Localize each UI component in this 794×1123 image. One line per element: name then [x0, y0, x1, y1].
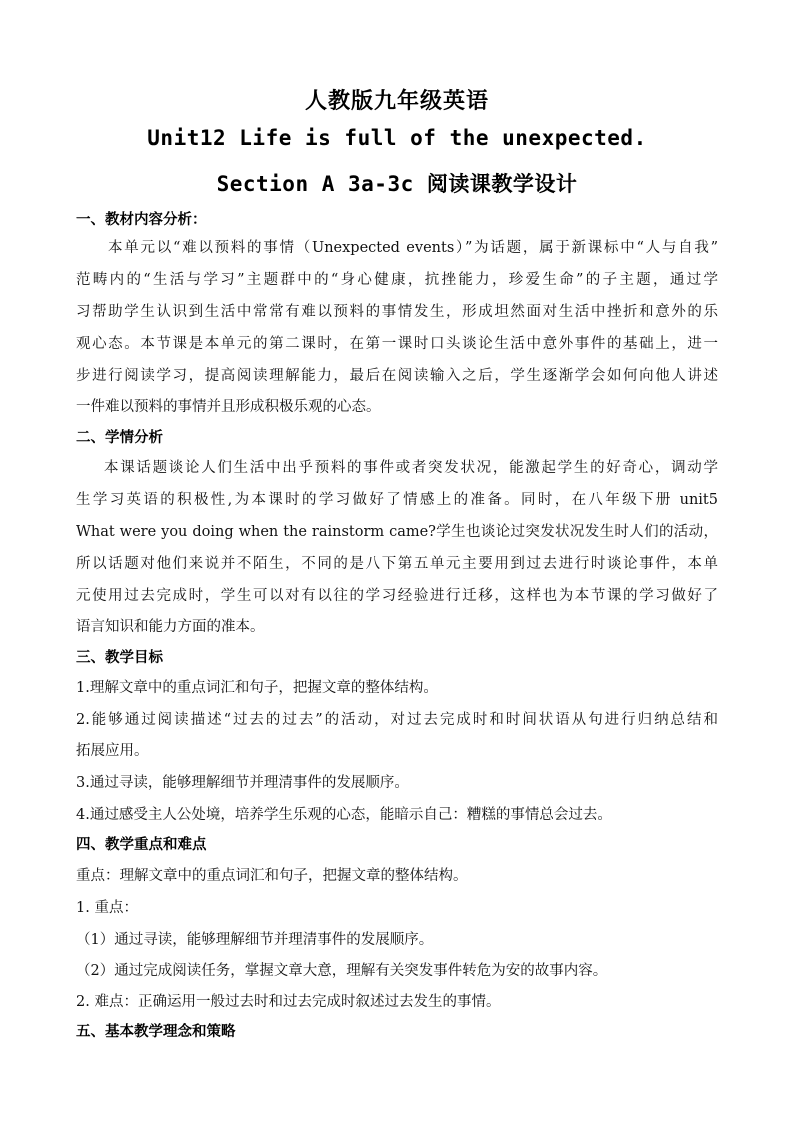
paragraph-line: 生学习英语的积极性,为本课时的学习做好了情感上的准备。同时，在八年级下册 unit5	[76, 492, 718, 508]
paragraph-line: 语言知识和能力方面的准本。	[76, 619, 265, 635]
key-point-line: 重点：理解文章中的重点词汇和句子，把握文章的整体结构。	[76, 868, 468, 884]
section-heading-textbook-analysis: 一、教材内容分析：	[76, 212, 207, 228]
section-heading-teaching-objectives: 三、教学目标	[76, 650, 163, 666]
difficulty-line: 2. 难点：正确运用一般过去时和过去完成时叙述过去发生的事情。	[76, 994, 501, 1010]
section-title: Section A 3a-3c 阅读课教学设计	[216, 172, 578, 196]
section-heading-key-points: 四、教学重点和难点	[76, 837, 207, 853]
paragraph-line: 所以话题对他们来说并不陌生，不同的是八下第五单元主要用到过去进行时谈论事件，本单	[76, 556, 718, 572]
paragraph-line: 本单元以“难以预料的事情（Unexpected events）”为话题，属于新课标中“人与自我”	[108, 240, 718, 256]
unit-title: Unit12 Life is full of the unexpected.	[147, 126, 647, 150]
objective-item: 2.能够通过阅读描述“过去的过去”的活动，对过去完成时和时间状语从句进行归纳总结和	[76, 712, 718, 728]
paragraph-line: 本课话题谈论人们生活中出乎预料的事件或者突发状况，能激起学生的好奇心，调动学	[104, 460, 718, 476]
objective-item-continued: 拓展应用。	[76, 743, 149, 759]
key-point-line: （1）通过寻读，能够理解细节并理清事件的发展顺序。	[76, 932, 434, 948]
paragraph-line: 习帮助学生认识到生活中常常有难以预料的事情发生，形成坦然面对生活中挫折和意外的乐	[76, 304, 718, 320]
paragraph-line: 元使用过去完成时，学生可以对有以往的学习经验进行迁移，这样也为本节课的学习做好了	[76, 588, 718, 604]
key-point-line: 1. 重点：	[76, 900, 138, 916]
objective-item: 3.通过寻读，能够理解细节并理清事件的发展顺序。	[76, 775, 409, 791]
paragraph-line: 范畴内的“生活与学习”主题群中的“身心健康，抗挫能力，珍爱生命”的子主题，通过学	[76, 272, 718, 288]
section-heading-learner-analysis: 二、学情分析	[76, 430, 163, 446]
document-title: 人教版九年级英语	[304, 89, 489, 114]
paragraph-line: 观心态。本节课是本单元的第二课时，在第一课时口头谈论生活中意外事件的基础上，进一	[76, 336, 718, 352]
paragraph-line: 步进行阅读学习，提高阅读理解能力，最后在阅读输入之后，学生逐渐学会如何向他人讲述	[76, 368, 718, 384]
document-page	[76, 0, 718, 1123]
section-heading-teaching-strategy: 五、基本教学理念和策略	[76, 1024, 236, 1040]
objective-item: 4.通过感受主人公处境，培养学生乐观的心态，能暗示自己：糟糕的事情总会过去。	[76, 807, 612, 823]
key-point-line: （2）通过完成阅读任务，掌握文章大意，理解有关突发事件转危为安的故事内容。	[76, 963, 608, 979]
paragraph-line: 一件难以预料的事情并且形成积极乐观的心态。	[76, 399, 381, 415]
paragraph-line: What were you doing when the rainstorm came?学生也谈论过突发状况发生时人们的活动，	[76, 524, 718, 540]
objective-item: 1.理解文章中的重点词汇和句子，把握文章的整体结构。	[76, 680, 438, 696]
